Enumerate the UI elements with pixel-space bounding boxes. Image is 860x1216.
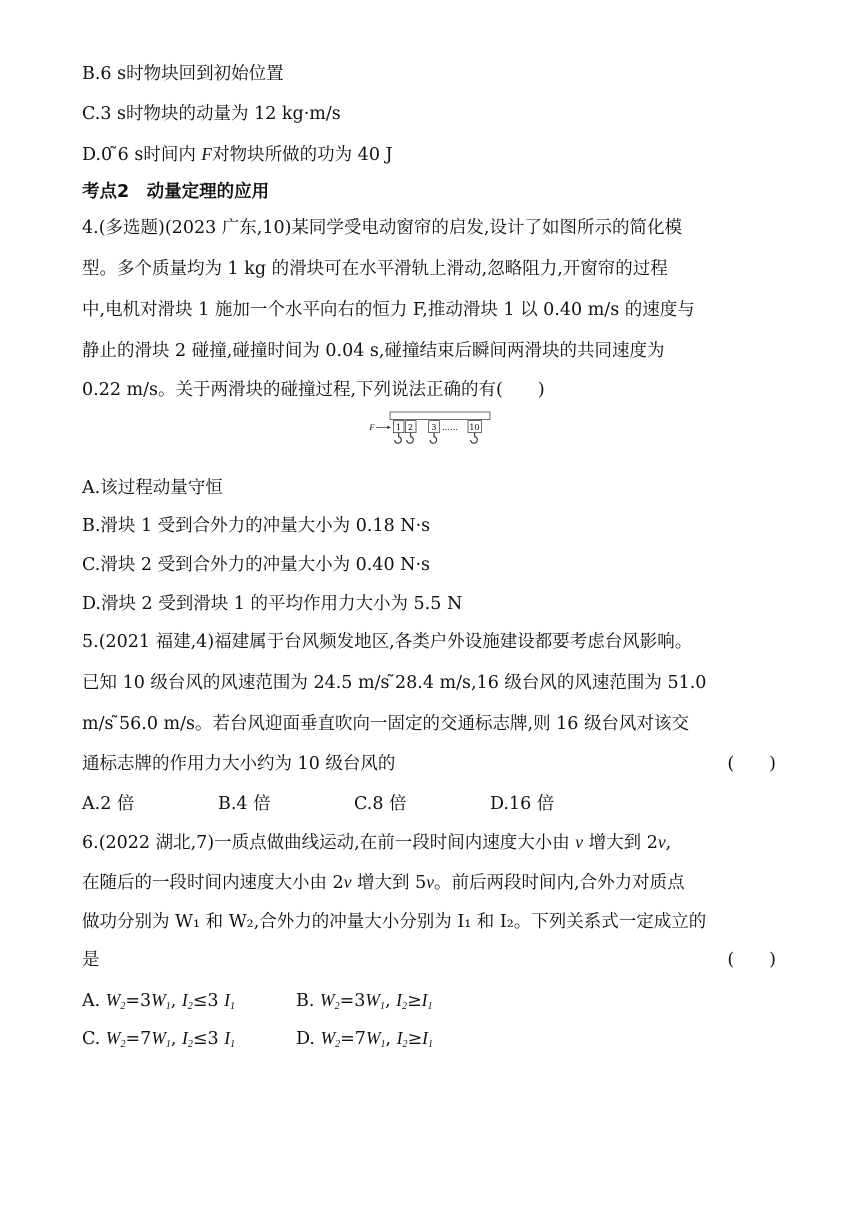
q4-option-b: B.滑块 1 受到合外力的冲量大小为 0.18 N·s — [82, 516, 431, 536]
option-label: A. — [82, 991, 101, 1011]
relation: =3 — [125, 991, 152, 1011]
impulse-var: $I_2$ — [396, 990, 407, 1012]
option-d-prev-pre: D.0 ̃6 s时间内 — [82, 145, 202, 165]
q5-line-2: 已知 10 级台风的风速范围为 24.5 m/s ̃28.4 m/s,16 级台风的风速范围为 51.0 — [82, 673, 707, 693]
relation: ≥ — [406, 991, 422, 1011]
option-d-prev — [82, 142, 393, 167]
impulse-var: $I_2$ — [182, 1028, 193, 1050]
relation: ≤3 — [192, 1029, 219, 1049]
svg-text:2: 2 — [408, 423, 414, 432]
q6-line-2-mid: 增大到 5 — [351, 873, 427, 893]
option-d-prev-post: 对物块所做的功为 40 J — [212, 145, 393, 165]
q6-option-b: B. $W_2=3W_1$, $I_2\ge I_1$ — [296, 990, 433, 1012]
slider-block-10 — [468, 421, 481, 444]
q4-option-d: D.滑块 2 受到滑块 1 的平均作用力大小为 5.5 N — [82, 594, 463, 614]
slider-block-1 — [393, 421, 404, 444]
q4-line-5: 0.22 m/s。关于两滑块的碰撞过程,下列说法正确的有( ) — [82, 380, 545, 400]
option-c-prev: C.3 s时物块的动量为 12 kg·m/s — [82, 104, 341, 124]
work-var: $W_2$ — [320, 1028, 341, 1050]
slider-block-3 — [429, 421, 440, 444]
q6-line-2-post: 。前后两段时间内,合外力对质点 — [434, 873, 685, 893]
q4-line-2: 型。多个质量均为 1 kg 的滑块可在水平滑轨上滑动,忽略阻力,开窗帘的过程 — [82, 259, 668, 279]
q4-line-1: 4.(多选题)(2023 广东,10)某同学受电动窗帘的启发,设计了如图所示的简化模 — [82, 218, 682, 238]
work-var: $W_1$ — [365, 1028, 386, 1050]
blocks-ellipsis: …… — [442, 423, 458, 432]
impulse-var: $I_1$ — [224, 990, 235, 1012]
svg-text:1: 1 — [396, 423, 402, 432]
work-var: $W_1$ — [151, 1028, 171, 1050]
q5-line-3: m/s ̃56.0 m/s。若台风迎面垂直吹向一固定的交通标志牌,则 16 级台风对该交 — [82, 714, 689, 734]
velocity-var: v — [575, 832, 584, 852]
impulse-var: $I_2$ — [181, 990, 193, 1012]
q5-option-b: B.4 倍 — [218, 794, 271, 814]
q6-line-1-mid: 增大到 2 — [583, 833, 658, 853]
relation: =7 — [125, 1029, 152, 1049]
work-var: $W_1$ — [365, 990, 385, 1012]
work-var: $W_2$ — [320, 990, 340, 1012]
impulse-var: $I_2$ — [396, 1028, 408, 1050]
rail — [390, 412, 490, 419]
slider-block-2 — [405, 421, 416, 444]
impulse-var: $I_1$ — [422, 1028, 433, 1050]
option-b-prev: B.6 s时物块回到初始位置 — [82, 64, 284, 84]
velocity-var: v — [657, 832, 666, 852]
q6-line-2-pre: 在随后的一段时间内速度大小由 2 — [82, 873, 344, 893]
force-label: F — [369, 422, 375, 432]
section-heading: 考点2 动量定理的应用 — [82, 182, 270, 202]
q6-line-4: 是 — [82, 950, 100, 970]
q4-option-a: A.该过程动量守恒 — [82, 478, 223, 498]
relation: =7 — [340, 1029, 366, 1049]
q4-line-4: 静止的滑块 2 碰撞,碰撞时间为 0.04 s,碰撞结束后瞬间两滑块的共同速度为 — [82, 341, 665, 361]
q6-line-1 — [82, 830, 671, 855]
q6-option-d: D. $W_2=7W_1$, $I_2\ge I_1$ — [296, 1028, 433, 1050]
q6-answer-paren: ( ) — [727, 950, 776, 970]
option-label: D. — [296, 1029, 315, 1049]
q4-line-3: 中,电机对滑块 1 施加一个水平向右的恒力 F,推动滑块 1 以 0.40 m/s 的速度与 — [82, 300, 695, 320]
q5-option-c: C.8 倍 — [354, 794, 407, 814]
velocity-var: v — [343, 872, 352, 892]
work-var: $W_2$ — [105, 1028, 126, 1050]
relation: =3 — [339, 991, 366, 1011]
force-var: F — [201, 144, 213, 164]
q5-option-a: A.2 倍 — [82, 794, 135, 814]
velocity-var: v — [426, 872, 435, 892]
svg-text:3: 3 — [431, 423, 437, 432]
q6-line-1-post: , — [665, 833, 672, 853]
work-var: $W_1$ — [151, 990, 171, 1012]
q6-line-2 — [82, 870, 685, 895]
q5-line-4: 通标志牌的作用力大小约为 10 级台风的 — [82, 754, 396, 774]
option-label: B. — [296, 991, 315, 1011]
q4-option-c: C.滑块 2 受到合外力的冲量大小为 0.40 N·s — [82, 555, 431, 575]
q6-option-a: A. $W_2=3W_1$, $I_2\le 3$ $I_1$ — [82, 990, 235, 1012]
impulse-var: $I_1$ — [421, 990, 433, 1012]
q5-line-1: 5.(2021 福建,4)福建属于台风频发地区,各类户外设施建设都要考虑台风影响。 — [82, 632, 693, 652]
q6-line-1-pre: 6.(2022 湖北,7)一质点做曲线运动,在前一段时间内速度大小由 — [82, 833, 576, 853]
svg-text:10: 10 — [469, 423, 480, 432]
q5-answer-paren: ( ) — [727, 754, 776, 774]
relation: ≤3 — [192, 991, 219, 1011]
option-label: C. — [82, 1029, 101, 1049]
q6-option-c: C. $W_2=7W_1$, $I_2\le 3$ $I_1$ — [82, 1028, 236, 1050]
relation: ≥ — [407, 1029, 423, 1049]
impulse-var: $I_1$ — [224, 1028, 236, 1050]
q6-line-3: 做功分别为 W₁ 和 W₂,合外力的冲量大小分别为 I₁ 和 I₂。下列关系式一定成立的 — [82, 912, 707, 932]
work-var: $W_2$ — [105, 990, 126, 1012]
curtain-model-figure — [335, 410, 525, 470]
force-arrowhead — [387, 426, 390, 429]
q5-option-d: D.16 倍 — [490, 794, 555, 814]
